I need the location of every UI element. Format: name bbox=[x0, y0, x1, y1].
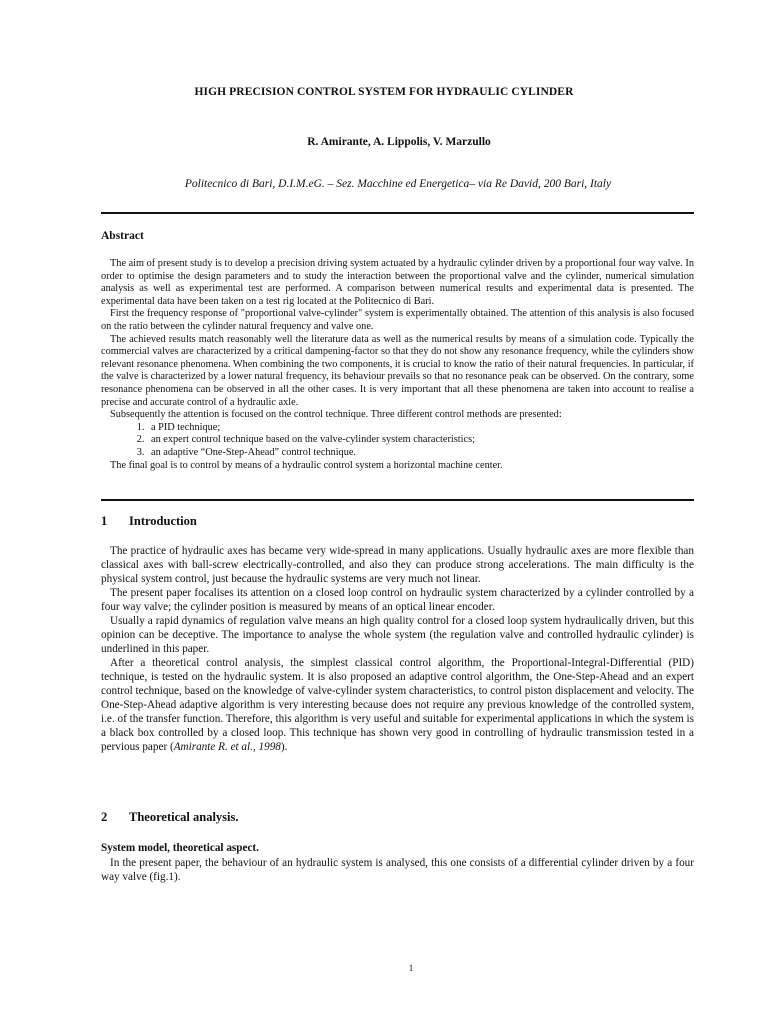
body-paragraph: The practice of hydraulic axes has became very wide-spread in many applications. Usually hydraulic axes are more flexible than classical axes with ball-screw electrically-controlled, and also they can produce strong accelerations. The main difficulty is the physical system control, just because the hydraulic systems are very much not linear. bbox=[101, 545, 694, 585]
page-number: 1 bbox=[408, 963, 414, 973]
body-text: ). bbox=[280, 741, 288, 753]
section-heading-introduction bbox=[101, 514, 197, 529]
abstract-heading: Abstract bbox=[101, 230, 144, 242]
abstract-paragraph: The achieved results match reasonably well the literature data as well as the numerical results by means of a simulation code. Typically the commercial valves are characterized by a critical dampening-factor so that they do not show any resonance frequency, while the cylinders show relevant resonance phenomena. When combining the two components, it is crucial to know the ratio of their natural frequencies. In particular, if the valve is characterized by a lower natural frequency, its behaviour prevails so that no resonance peak can be observed. On the contrary, some resonance phenomena can be observed in all the other cases. It is very important that all these phenomena are taken into account to realise a precise and accurate control of a hydraulic axle. bbox=[101, 333, 694, 408]
section-heading-theoretical-analysis bbox=[101, 810, 239, 825]
section-title: Theoretical analysis. bbox=[129, 810, 239, 824]
theoretical-body bbox=[101, 856, 694, 884]
abstract-body bbox=[101, 258, 694, 472]
paper-title: HIGH PRECISION CONTROL SYSTEM FOR HYDRAULIC CYLINDER bbox=[194, 86, 574, 98]
list-item: 2. an expert control technique based on the valve-cylinder system characteristics; bbox=[147, 434, 694, 447]
section-title: Introduction bbox=[129, 514, 197, 528]
body-paragraph: In the present paper, the behaviour of an hydraulic system is analysed, this one consists of a differential cylinder driven by a four way valve (fig.1). bbox=[101, 857, 694, 883]
section-number: 1 bbox=[101, 514, 108, 528]
list-item: 3. an adaptive “One-Step-Ahead” control technique. bbox=[147, 447, 694, 460]
paper-affiliation: Politecnico di Bari, D.I.M.eG. – Sez. Macchine ed Energetica– via Re David, 200 Bari, Italy bbox=[184, 178, 612, 190]
abstract-paragraph: First the frequency response of "proportional valve-cylinder" system is experimentally obtained. The attention of this analysis is also focused on the ratio between the cylinder natural frequency and valve one. bbox=[101, 308, 694, 332]
abstract-divider bbox=[101, 499, 694, 501]
top-divider bbox=[101, 212, 694, 214]
abstract-paragraph: The aim of present study is to develop a precision driving system actuated by a hydraulic cylinder driven by a proportional four way valve. In order to optimise the design parameters and to study the interaction between the proportional valve and the cylinder, numerical simulation analysis as well as experimental test are performed. A comparison between numerical results and experimental data is presented. The experimental data have been taken on a test rig located at the Politecnico di Bari. bbox=[101, 258, 694, 307]
subsection-heading: System model, theoretical aspect. bbox=[101, 842, 259, 854]
body-paragraph: Usually a rapid dynamics of regulation valve means an high quality control for a closed loop system hydraulically driven, but this opinion can be deceptive. The importance to analyse the whole system (the regulation valve and controlled hydraulic cylinder) is underlined in this paper. bbox=[101, 615, 694, 655]
introduction-body bbox=[101, 544, 694, 754]
section-number: 2 bbox=[101, 810, 108, 824]
citation: Amirante R. et al., 1998 bbox=[173, 741, 281, 753]
paper-authors: R. Amirante, A. Lippolis, V. Marzullo bbox=[307, 136, 491, 148]
list-item: 1. a PID technique; bbox=[147, 422, 694, 435]
body-text: After a theoretical control analysis, the simplest classical control algorithm, the Proportional-Integral-Differential (PID) technique, is tested on the hydraulic system. It is also proposed an adaptive control algorithm, the One-Step-Ahead and an expert control technique, based on the knowledge of valve-cylinder system characteristics, to control piston displacement and velocity. The One-Step-Ahead adaptive algorithm is very interesting because does not require any previous knowledge of the controlled system, i.e. of the transfer function. Therefore, this algorithm is very useful and suitable for experimental applications in which the system is a black box controlled by a closed loop. This technique has shown very good in controlling of hydraulic transmission tested in a pervious paper ( bbox=[101, 657, 694, 753]
body-paragraph bbox=[101, 656, 694, 754]
abstract-paragraph: The final goal is to control by means of a hydraulic control system a horizontal machine center. bbox=[110, 459, 503, 471]
abstract-paragraph: Subsequently the attention is focused on the control technique. Three different control methods are presented: bbox=[110, 409, 562, 421]
body-paragraph: The present paper focalises its attention on a closed loop control on hydraulic system characterized by a cylinder controlled by a four way valve; the cylinder position is measured by means of an optical linear encoder. bbox=[101, 587, 694, 613]
control-methods-list bbox=[101, 422, 694, 460]
